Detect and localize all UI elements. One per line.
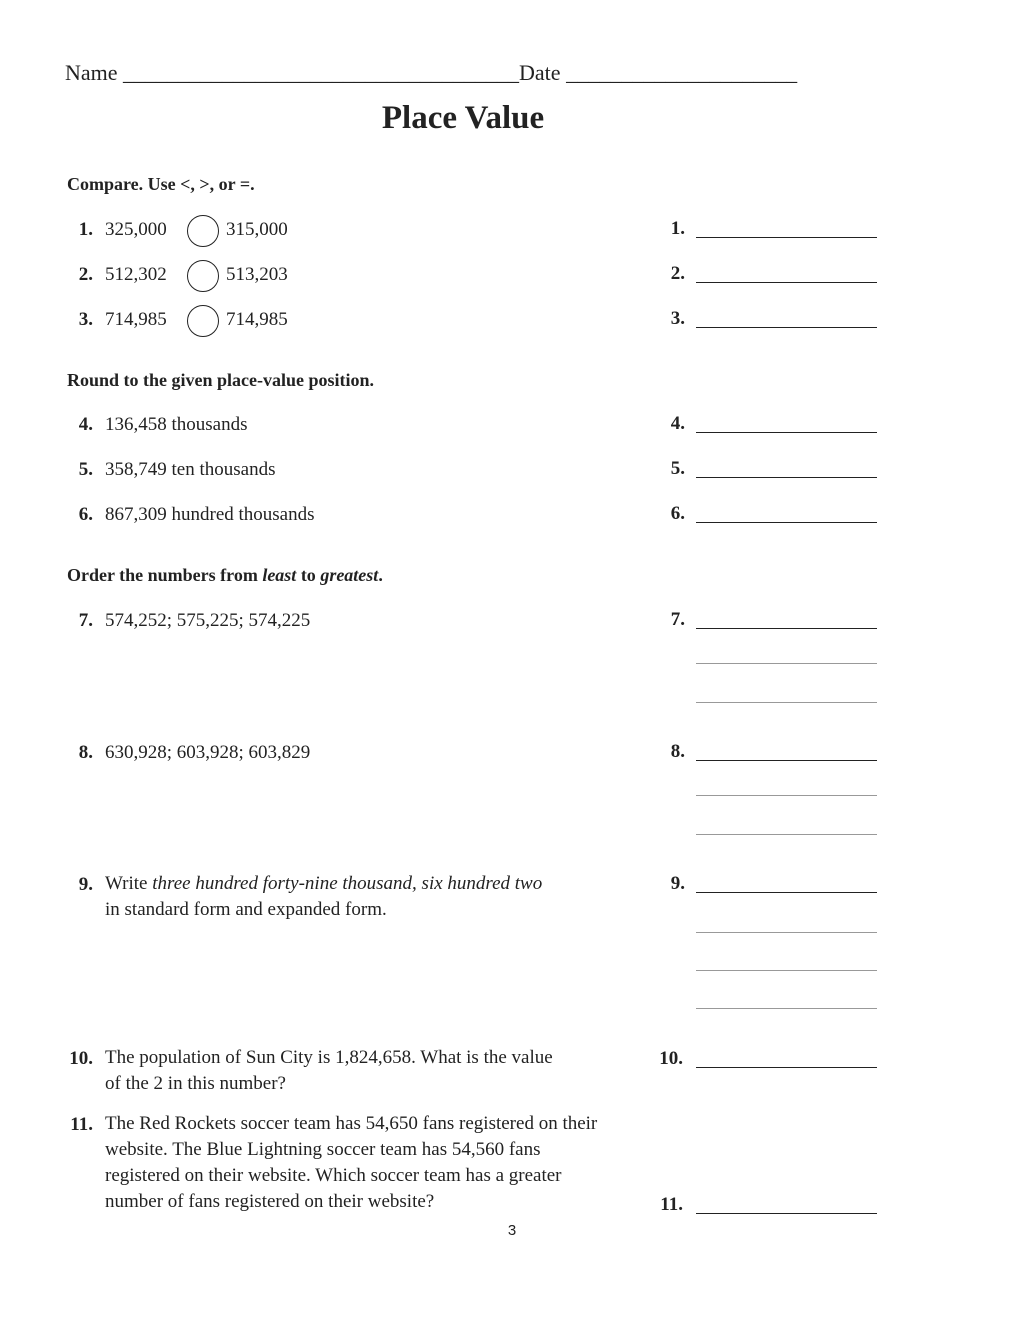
problem-2-value-b: 513,203 — [226, 264, 288, 285]
problem-9-italic: three hundred forty-nine thousand, six hundred two — [152, 873, 543, 894]
problem-4-number: 4. — [78, 414, 93, 435]
answer-6-number: 6. — [670, 503, 685, 524]
answer-9-extra-line[interactable] — [696, 932, 877, 933]
answer-1-line[interactable] — [696, 237, 877, 238]
problem-11-text — [105, 1111, 597, 1215]
compare-circle-1[interactable] — [187, 215, 219, 247]
problem-8-text: 630,928; 603,928; 603,829 — [105, 742, 311, 763]
problem-7-text: 574,252; 575,225; 574,225 — [105, 610, 311, 631]
compare-circle-3[interactable] — [187, 305, 219, 337]
problem-11-line3: registered on their website. Which soccer team has a greater — [105, 1165, 562, 1186]
answer-3-number: 3. — [670, 308, 685, 329]
answer-5-line[interactable] — [696, 477, 877, 478]
section-compare-heading: Compare. Use <, >, or =. — [67, 174, 255, 194]
problem-1-number: 1. — [78, 219, 93, 240]
order-heading-period: . — [378, 565, 383, 585]
answer-11-number: 11. — [660, 1194, 683, 1215]
problem-11-line2: website. The Blue Lightning soccer team has 54,560 fans — [105, 1139, 541, 1160]
answer-9-number: 9. — [670, 873, 685, 894]
problem-1-value-b: 315,000 — [226, 219, 288, 240]
problem-7-number: 7. — [78, 610, 93, 631]
problem-5-text: 358,749 ten thousands — [105, 459, 276, 480]
problem-3-value-a: 714,985 — [105, 309, 167, 330]
problem-10-line1: The population of Sun City is 1,824,658. What is the value — [105, 1047, 553, 1068]
problem-10-number: 10. — [69, 1048, 93, 1069]
order-heading-least: least — [262, 565, 297, 585]
answer-8-number: 8. — [670, 741, 685, 762]
answer-7-line[interactable] — [696, 628, 877, 629]
problem-9-text — [105, 871, 542, 923]
section-round-heading: Round to the given place-value position. — [67, 370, 375, 390]
problem-6-text: 867,309 hundred thousands — [105, 504, 315, 525]
answer-2-line[interactable] — [696, 282, 877, 283]
answer-9-line[interactable] — [696, 892, 877, 893]
answer-8-line[interactable] — [696, 760, 877, 761]
problem-6-number: 6. — [78, 504, 93, 525]
answer-1-number: 1. — [670, 218, 685, 239]
answer-7-extra-line[interactable] — [696, 702, 877, 703]
problem-11-line1: The Red Rockets soccer team has 54,650 fans registered on their — [105, 1113, 598, 1134]
date-blank[interactable]: _____________________ — [566, 60, 798, 85]
problem-9-number: 9. — [78, 874, 93, 895]
page-number: 3 — [507, 1222, 517, 1239]
answer-9-extra-line[interactable] — [696, 970, 877, 971]
problem-2-value-a: 512,302 — [105, 264, 167, 285]
problem-8-number: 8. — [78, 742, 93, 763]
answer-5-number: 5. — [670, 458, 685, 479]
problem-3-value-b: 714,985 — [226, 309, 288, 330]
answer-6-line[interactable] — [696, 522, 877, 523]
problem-9-pre: Write — [105, 873, 153, 894]
answer-2-number: 2. — [670, 263, 685, 284]
name-blank[interactable]: ____________________________________ — [123, 60, 520, 85]
problem-9-line2: in standard form and expanded form. — [105, 899, 387, 920]
answer-7-number: 7. — [670, 609, 685, 630]
problem-1-value-a: 325,000 — [105, 219, 167, 240]
section-order-heading — [67, 565, 383, 586]
answer-11-line[interactable] — [696, 1213, 877, 1214]
problem-4-text: 136,458 thousands — [105, 414, 248, 435]
problem-10-text — [105, 1045, 553, 1097]
order-heading-prefix: Order the numbers from — [67, 565, 263, 585]
answer-9-extra-line[interactable] — [696, 1008, 877, 1009]
answer-4-number: 4. — [670, 413, 685, 434]
compare-circle-2[interactable] — [187, 260, 219, 292]
problem-11-number: 11. — [70, 1114, 93, 1135]
problem-3-number: 3. — [78, 309, 93, 330]
date-label: Date — [519, 60, 561, 85]
answer-8-extra-line[interactable] — [696, 834, 877, 835]
page-title: Place Value — [381, 100, 545, 136]
answer-8-extra-line[interactable] — [696, 795, 877, 796]
problem-2-number: 2. — [78, 264, 93, 285]
answer-10-number: 10. — [659, 1048, 683, 1069]
answer-7-extra-line[interactable] — [696, 663, 877, 664]
answer-10-line[interactable] — [696, 1067, 877, 1068]
order-heading-to: to — [296, 565, 321, 585]
problem-11-line4: number of fans registered on their website? — [105, 1191, 435, 1212]
name-field[interactable] — [65, 60, 797, 86]
problem-5-number: 5. — [78, 459, 93, 480]
name-label: Name — [65, 60, 118, 85]
order-heading-greatest: greatest — [320, 565, 379, 585]
problem-10-line2: of the 2 in this number? — [105, 1073, 286, 1094]
answer-4-line[interactable] — [696, 432, 877, 433]
answer-3-line[interactable] — [696, 327, 877, 328]
